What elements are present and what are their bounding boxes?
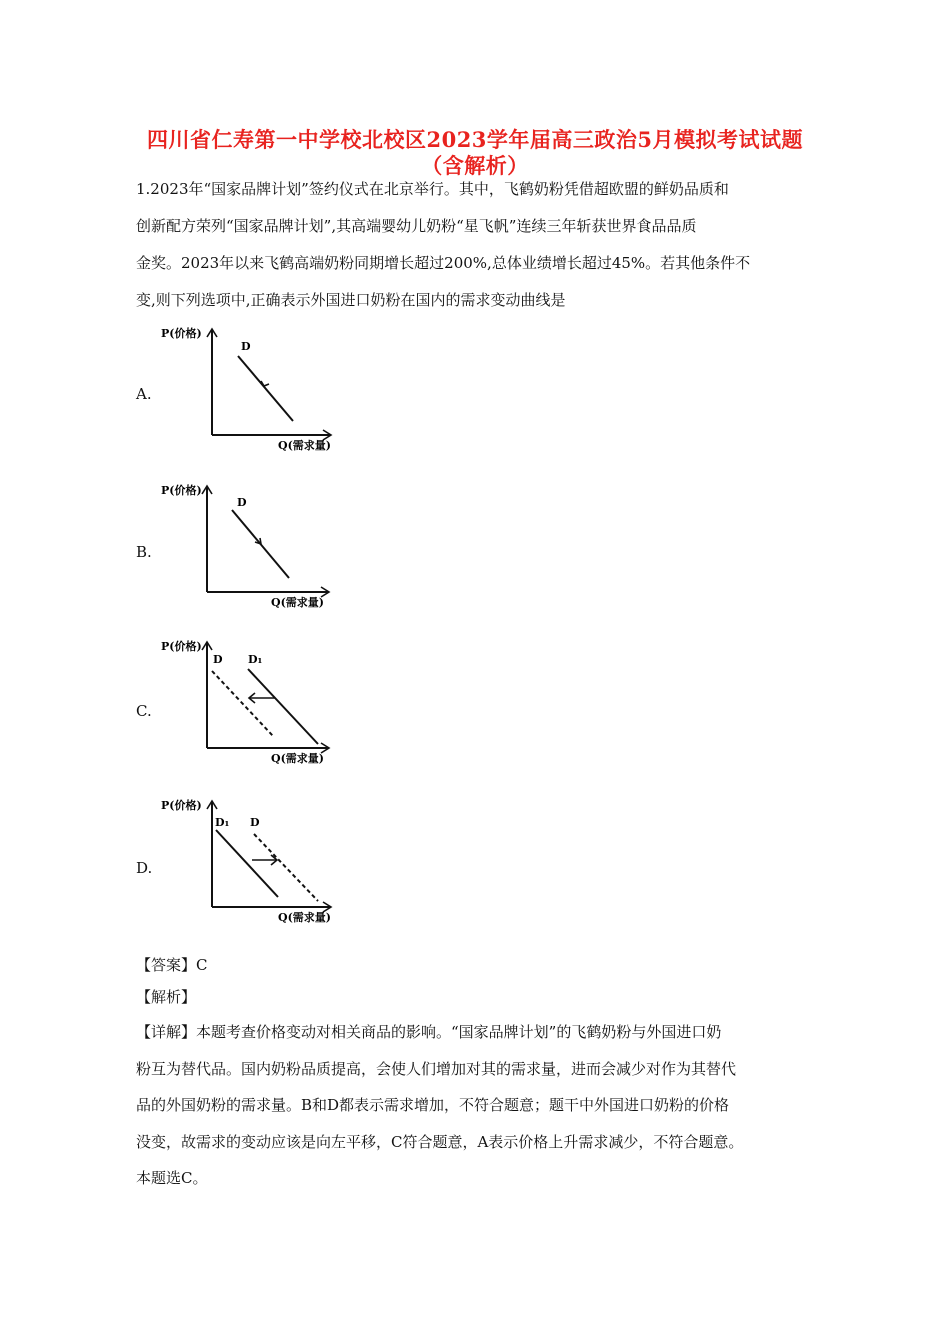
x-axis-label: Q(需求量) [278,911,331,924]
analysis-heading: 【解析】 [136,988,197,1006]
curve-label-d1: D₁ [248,653,263,666]
analysis-line: 本题选C。 [136,1169,208,1187]
y-axis-label: P(价格) [161,799,202,812]
question-line: 1.2023年“国家品牌计划”签约仪式在北京举行。其中，飞鹤奶粉凭借超欧盟的鲜奶品质和 [136,180,729,198]
analysis-line: 品的外国奶粉的需求量。B和D都表示需求增加，不符合题意；题干中外国进口奶粉的价格 [136,1096,730,1114]
option-b-graph [160,482,340,607]
analysis-line: 【详解】本题考查价格变动对相关商品的影响。“国家品牌计划”的飞鹤奶粉与外国进口奶 [136,1023,722,1041]
question-line: 变,则下列选项中,正确表示外国进口奶粉在国内的需求变动曲线是 [136,291,566,309]
y-axis-label: P(价格) [161,327,202,340]
option-b-label: B. [136,543,152,561]
x-axis-label: Q(需求量) [271,596,324,609]
x-axis-label: Q(需求量) [278,439,331,452]
option-d-graph [160,797,340,922]
analysis-line: 粉互为替代品。国内奶粉品质提高，会使人们增加对其的需求量，进而会减少对作为其替代 [136,1059,737,1078]
curve-label-d: D [250,816,260,829]
curve-label-d: D [241,340,251,353]
question-text [136,171,826,319]
answer: 【答案】C [136,956,208,974]
question-line: 金奖。2023年以来飞鹤高端奶粉同期增长超过200%,总体业绩增长超过45%。若其他条件不 [136,254,751,272]
option-c-label: C. [136,702,152,720]
curve-label-d: D [213,653,223,666]
curve-label-d: D [237,496,247,509]
x-axis-label: Q(需求量) [271,752,324,765]
analysis-text [136,1014,826,1197]
analysis-line: 没变，故需求的变动应该是向左平移，C符合题意，A表示价格上升需求减少，不符合题意。 [136,1132,744,1151]
option-a-label: A. [136,385,152,403]
question-line: 创新配方荣列“国家品牌计划”,其高端婴幼儿奶粉“星飞帆”连续三年斩获世界食品品质 [136,217,697,235]
option-a-graph [160,325,340,450]
option-c-graph [160,638,340,763]
document-title: 四川省仁寿第一中学校北校区2023学年届高三政治5月模拟考试试题 [146,127,804,152]
document-subtitle: （含解析） [421,153,529,178]
y-axis-label: P(价格) [161,640,202,653]
curve-label-d1: D₁ [215,816,230,829]
option-d-label: D. [136,859,153,877]
y-axis-label: P(价格) [161,484,202,497]
